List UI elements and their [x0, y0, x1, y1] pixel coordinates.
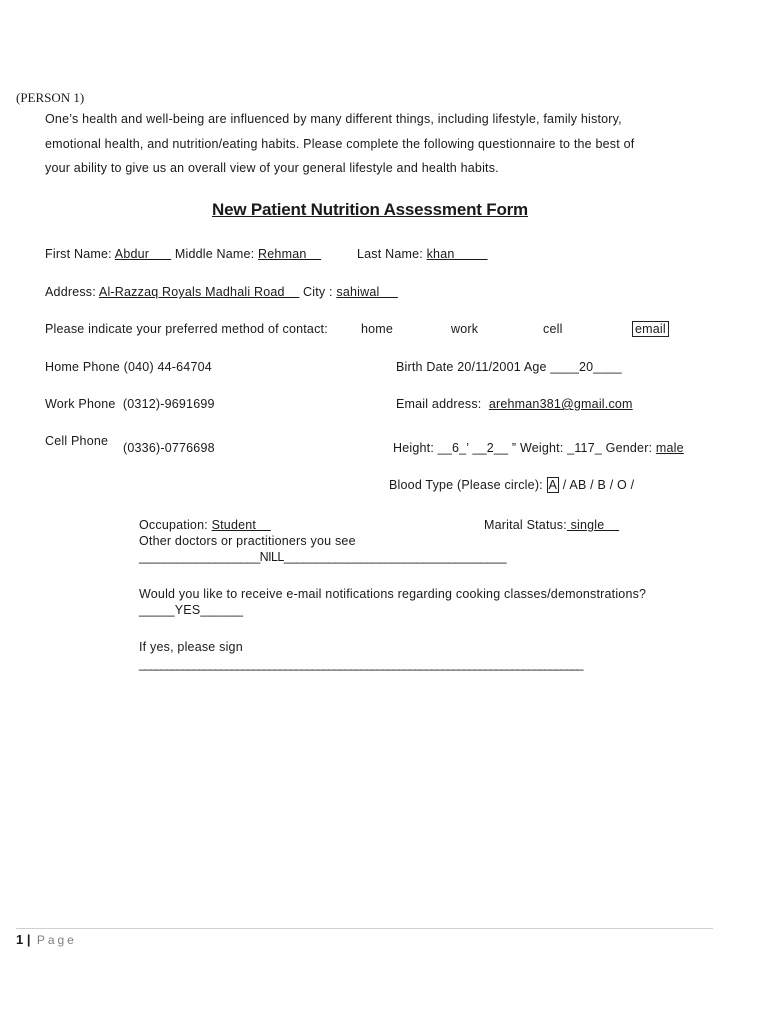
marital-status-label: Marital Status: [484, 518, 567, 532]
notifications-answer[interactable]: _____YES______ [139, 603, 244, 617]
other-doctors-label: Other doctors or practitioners you see [139, 534, 356, 548]
marital-status-group [484, 518, 619, 532]
blood-type-options: / AB / B / O / [559, 478, 635, 492]
email-group [396, 397, 633, 411]
page-number: 1 | [16, 932, 31, 947]
intro-line-2: emotional health, and nutrition/eating habits. Please complete the following questionnaire to the best of [45, 137, 635, 151]
city-label: City : [299, 285, 337, 299]
address-row [45, 285, 398, 299]
notifications-question: Would you like to receive e-mail notifications regarding cooking classes/demonstrations? [139, 587, 647, 601]
person-header: (PERSON 1) [16, 90, 85, 105]
occupation-label: Occupation: [139, 518, 212, 532]
email-value[interactable]: arehman381@gmail.com [488, 397, 633, 411]
address-label: Address: [45, 285, 99, 299]
blood-type-selected[interactable]: A [548, 478, 558, 492]
signature-line[interactable]: __________________________________________________________________________________ [139, 657, 582, 671]
marital-status-value[interactable]: single [566, 518, 620, 532]
cell-phone-value: (0336)-0776698 [123, 441, 215, 455]
work-phone: Work Phone (0312)-9691699 [45, 397, 215, 411]
birth-date-age: Birth Date 20/11/2001 Age ____20____ [396, 360, 622, 374]
contact-method-label: Please indicate your preferred method of contact: [45, 322, 328, 336]
height-weight-text: Height: __6_’ __2__ ” Weight: _117_ Gender: [393, 441, 656, 455]
city-value[interactable]: sahiwal [336, 285, 398, 299]
contact-option-email-selected[interactable]: email [632, 321, 669, 337]
contact-option-cell[interactable]: cell [543, 322, 563, 336]
sign-label: If yes, please sign [139, 640, 243, 654]
page-label: Page [30, 933, 77, 947]
last-name-label: Last Name: [357, 247, 427, 261]
last-name-group [357, 247, 488, 261]
occupation-group [139, 518, 271, 532]
intro-line-1: One’s health and well-being are influenced by many different things, including lifestyle, family history, [45, 112, 622, 126]
first-name-value[interactable]: Abdur [114, 247, 172, 261]
intro-line-3: your ability to give us an overall view of your general lifestyle and health habits. [45, 161, 499, 175]
first-name-label: First Name: [45, 247, 115, 261]
contact-option-work[interactable]: work [451, 322, 479, 336]
address-value[interactable]: Al-Razzaq Royals Madhali Road [98, 285, 300, 299]
occupation-value[interactable]: Student [211, 518, 271, 532]
form-title: New Patient Nutrition Assessment Form [212, 200, 528, 219]
blood-type-label: Blood Type (Please circle): [389, 478, 547, 492]
middle-name-value[interactable]: Rehman [258, 247, 322, 261]
gender-value[interactable]: male [655, 441, 684, 455]
other-doctors-value[interactable]: ___________________NILL___________________________________ [139, 550, 507, 564]
contact-option-home[interactable]: home [361, 322, 394, 336]
blood-type-row [389, 478, 634, 492]
email-label: Email address: [396, 397, 489, 411]
height-weight-gender [393, 441, 684, 455]
cell-phone-label: Cell Phone [45, 434, 109, 448]
home-phone: Home Phone (040) 44-64704 [45, 360, 212, 374]
footer-divider [16, 928, 713, 929]
last-name-value[interactable]: khan [426, 247, 488, 261]
name-row [45, 247, 321, 261]
page-footer [16, 931, 77, 949]
middle-name-label: Middle Name: [171, 247, 259, 261]
